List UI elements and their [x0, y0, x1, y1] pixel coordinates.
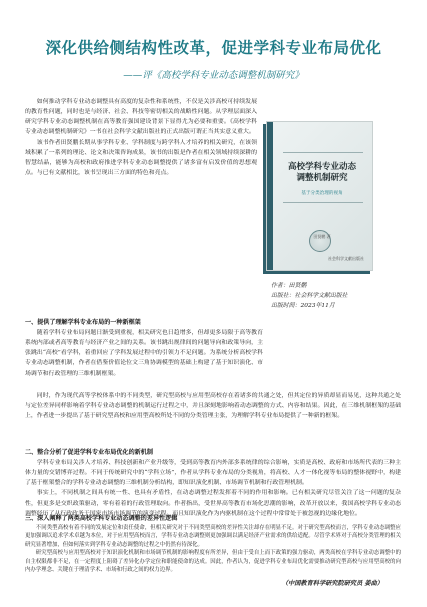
section-paragraph: 同时，作为现代高等学校体系中的不同类型，研究型高校与应用型高校存在着诸多的共通之处，但其定位的异质却显而易见，这种共通之处与定位差异同样影响着学科专业动态调整的机制运行过程之中，并且深刻地影响着动态调整的方式、内容和结果。因此，在三维机制框架的基础上，作者进一步提出了基于研究型高校和应用型高校所处不同的分类管理主张，为理解学科专业布局提供了一种新的框架。 — [25, 393, 401, 420]
section-paragraph: 学科专业布局关涉人才培养、科技创新和产业升级等，受到高等教育内外部多系统律的综合影响，实质是高校、政府和市场所代表的三种主体力量的交错博弈过程。不同于传统研究中的“学科立场”，作者从学科专业布局的分类视角，将高校、人才一体化视等布局的整体视野中，构建了基于框架整合的学科专业动态调整的三维机制分析结构，即知识演化机制、市场调节机制和行政管理机制。 — [25, 460, 401, 487]
book-cover-title-line: 调整机制研究 — [296, 173, 348, 183]
article-subtitle: ——评《高校学科专业动态调整机制研究》 — [123, 70, 304, 81]
book-cover-title — [277, 162, 367, 184]
lead-paragraph: 该书作者田贤鹏长期从事学科专业、学科制度与跨学科人才培养的相关研究，在该领域积累了一系列的理论、论文和决策咨询成果，该书的出版是作者在相关领域持续深耕的智慧结晶，能够为高校和政府推进学科专业动态调整提供了诸多富有启发价值的思想观点。与已有文献相比，该书呈现出三方面的特色和亮点。 — [25, 139, 257, 177]
book-spine — [267, 122, 273, 270]
section-heading: 二、整合分析了促进学科专业布局优化的新机制 — [25, 449, 153, 456]
section-body — [25, 391, 401, 421]
book-cover-author: 田贤鹏 著 — [313, 234, 331, 239]
book-rule — [283, 152, 363, 153]
section-body — [25, 524, 401, 574]
section-body — [25, 458, 401, 519]
section-paragraph: 研究型高校与应用型高校对于知识演化机制和市场调节机制的影响程度有所差异，但由于受自上而下政策的强力驱动，两类高校在学科专业动态调整中的自主权限都非不足，在一定程度上阻碍了差异化办学定位和职能使命的达成。因此，作者认为，促进学科专业布局优化需要推动研究型高校与应用型高校的向内办学理念、关键在于理清学术、市场和行政之间的权力边界。 — [25, 550, 401, 574]
section-body — [25, 328, 263, 379]
section-paragraph: 不同类型高校有着不同的发展定位和责任使命，但相关研究对于不同类型高校的差异性关注却存在明显不足。对于研究型高校而言，学科专业动态调整应更加强调以追求学术卓越为本位，对于应用型高校而言，学科专业动态调整则更加强调以满足经济产业需求的供给适配。尽管学术界对于高校分类管理的相关研究显著增加，但如何落实到学科专业动态调整的过程之中仍然有待深化。 — [25, 525, 401, 548]
author-signature: （中国教育科学研究院研究员 姜曲） — [281, 580, 383, 587]
section-paragraph: 事实上，不同机制之间具有统一性、也具有矛盾性，在动态调整过程发挥着不同的作用和影响。已有相关研究尽管关注了这一问题的复杂性，但更多是交织政策驱动，零有着着的行政管理取向。作者指出，受世界高等教育市场化思潮的影响，改革开放以来，我国高校学科专业动态调整经历了从行政政务于国家市场市场调节的演变过程。而且知识演化作为内驱机制在这个过程中常常处于被忽视的边缘化地位。 — [25, 490, 401, 517]
section-heading: 三、深入阐释了两类高校学科专业动态调整的差异性逻辑 — [25, 515, 178, 522]
book-cover-image — [266, 121, 373, 271]
book-author-line: 作者：田贤鹏 — [271, 283, 307, 289]
book-cover-title-line: 高校学科专业动态 — [287, 162, 356, 172]
book-info — [271, 281, 411, 311]
section-heading: 一、提供了理解学科专业布局的一种新框架 — [25, 319, 141, 326]
lead-text — [25, 97, 257, 178]
book-publisher-line: 出版社：社会科学文献出版社 — [271, 293, 348, 299]
section-paragraph: 随着学科专业布局问题日渐受到重视，相关研究也日趋增多，但却更多局限于高等教育系统内部或者高等教育与经济产业之间的关系。该书跳出规律间的问题导向和政策导向，主张跳出“高校”看学科，着重回应了学科发展过程中的引领力不足问题。为系统分析高校学科专业动态调整机制，作者在借鉴价值论位文三角协调模型的基础上构建了基于知识演化、市场调节和行政管理的三维机制框架。 — [25, 330, 263, 377]
lead-paragraph: 如何推动学科专业动态调整具有高度的复杂性和系统性，不仅是关涉高校可持续发展的教育性问题，同时也是与经济、社会、科技等密切相关的战略性问题。从学理层面深入研究学科专业动态调整机制在高等教育强国建设背景下显得尤为必要和重要。《高校学科专业动态调整机制研究》一书在社会科学文献出版社的正式出版可谓正当其实意义重大。 — [25, 99, 257, 136]
article-title: 深化供给侧结构性改革，促进学科专业布局优化 — [45, 38, 382, 57]
book-cover-publisher: 社会科学文献出版社 — [328, 256, 364, 261]
book-cover-subtitle: 基于分类治理的视角 — [301, 191, 343, 196]
book-date-line: 出版时间：2023年11月 — [271, 303, 335, 309]
book-rule — [283, 202, 363, 203]
